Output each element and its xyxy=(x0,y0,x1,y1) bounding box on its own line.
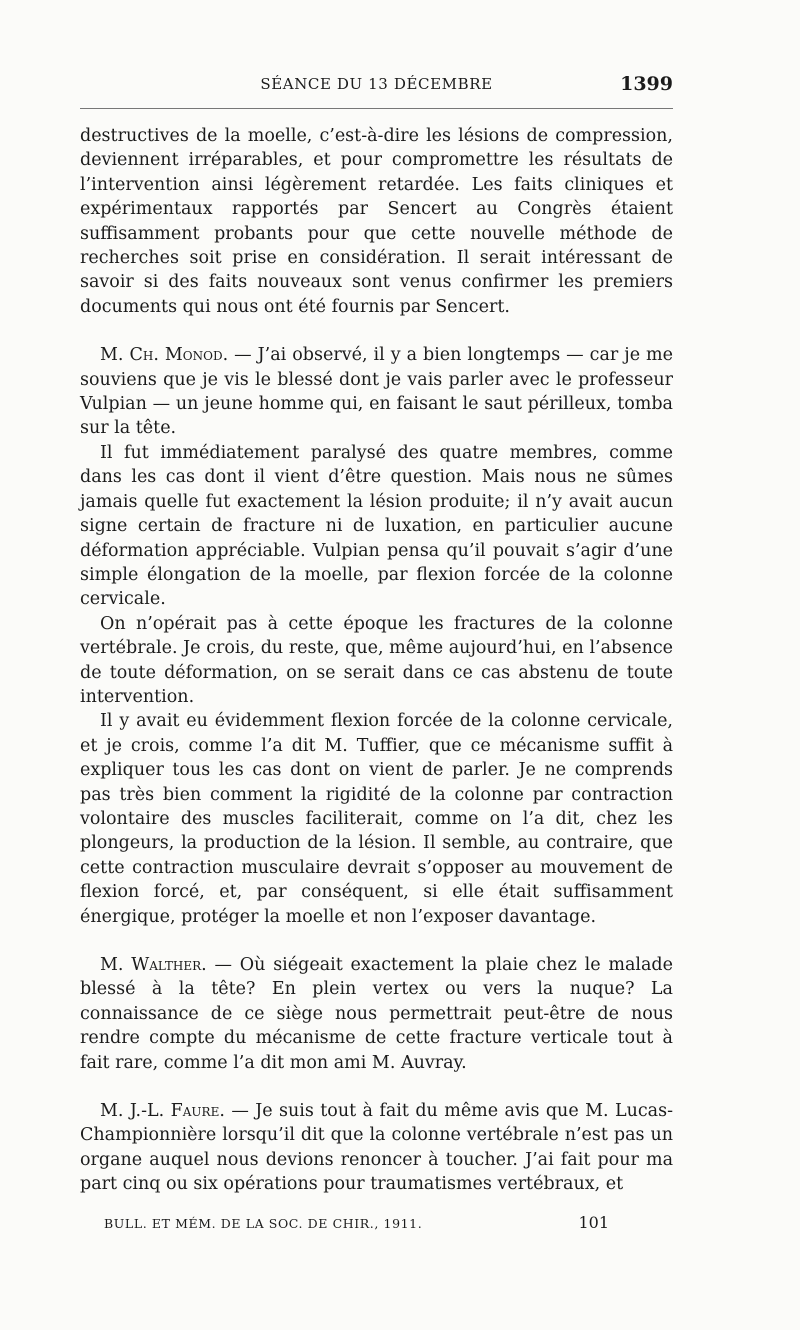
paragraph-faure xyxy=(80,1099,673,1197)
speaker-name: M. Ch. Monod. xyxy=(100,345,229,366)
speaker-name: M. Walther. xyxy=(100,955,207,975)
page-footer xyxy=(80,1213,673,1233)
paragraph-text: — Je suis tout à fait du même avis que M. Lucas-Championnière lorsqu’il dit que la colonne vertébrale n’est pas un organe auquel nous devions renoncer à toucher. J’ai fait pour ma part cinq ou six opérations pour traumatismes vertébraux, et xyxy=(80,1101,673,1195)
header-rule xyxy=(80,108,673,109)
paragraph-continuation xyxy=(80,124,673,319)
speaker-name: M. J.-L. Faure. xyxy=(100,1101,225,1122)
running-title: SÉANCE DU 13 DÉCEMBRE xyxy=(260,75,493,93)
paragraph xyxy=(80,709,673,929)
paragraph xyxy=(80,441,673,612)
paragraph xyxy=(80,612,673,710)
page-header xyxy=(80,73,673,99)
paragraph-text: Il fut immédiatement paralysé des quatre membres, comme dans les cas dont il vient d’être question. Mais nous ne sûmes jamais quelle fut exactement la lésion produite; il n’y avait aucun signe certain de fracture ni de luxation, en particulier aucune déformation appréciable. Vulpian pensa qu’il pouvait s’agir d’une simple élongation de la moelle, par flexion forcée de la colonne cervicale. xyxy=(80,442,673,610)
paragraph-monod xyxy=(80,343,673,441)
footer-citation: BULL. ET MÉM. DE LA SOC. DE CHIR., 1911. xyxy=(104,1216,423,1231)
paragraph-text: Il y avait eu évidemment flexion forcée de la colonne cervicale, et je crois, comme l’a dit M. Tuffier, que ce mécanisme suffit à expliquer tous les cas dont on vient de parler. Je ne comprends pas très bien comment la rigidité de la colonne par contraction volontaire des muscles faciliterait, comme on l’a dit, chez les plongeurs, la production de la lésion. Il semble, au contraire, que cette contraction musculaire devrait s’opposer au mouvement de flexion forcé, et, par conséquent, si elle était suffisamment énergique, protéger la moelle et non l’exposer davantage. xyxy=(80,711,673,927)
paragraph-text: — Où siégeait exactement la plaie chez le malade blessé à la tête? En plein vertex ou vers la nuque? La connaissance de ce siège nous permettrait peut-être de nous rendre compte du mécanisme de cette fracture verticale tout à fait rare, comme l’a dit mon ami M. Auvray. xyxy=(80,955,673,1073)
footer-sheet-number: 101 xyxy=(578,1213,609,1232)
paragraph-text: destructives de la moelle, c’est-à-dire les lésions de compression, deviennent irréparables, et pour compromettre les résultats de l’intervention ainsi légèrement retardée. Les faits cliniques et expérimentaux rapportés par Sencert au Congrès étaient suffisamment probants pour que cette nouvelle méthode de recherches soit prise en considération. Il serait intéressant de savoir si des faits nouveaux sont venus confirmer les premiers documents qui nous ont été fournis par Sencert. xyxy=(80,126,673,317)
page-number: 1399 xyxy=(620,73,673,95)
paragraph-text: — J’ai observé, il y a bien longtemps — car je me souviens que je vis le blessé dont je vais parler avec le professeur Vulpian — un jeune homme qui, en faisant le saut périlleux, tomba sur la tête. xyxy=(80,345,673,439)
paragraph-walther xyxy=(80,953,673,1075)
paragraph-text: On n’opérait pas à cette époque les fractures de la colonne vertébrale. Je crois, du reste, que, même aujourd’hui, en l’absence de toute déformation, on se serait dans ce cas abstenu de toute intervention. xyxy=(80,613,673,707)
body-text xyxy=(80,124,673,1197)
